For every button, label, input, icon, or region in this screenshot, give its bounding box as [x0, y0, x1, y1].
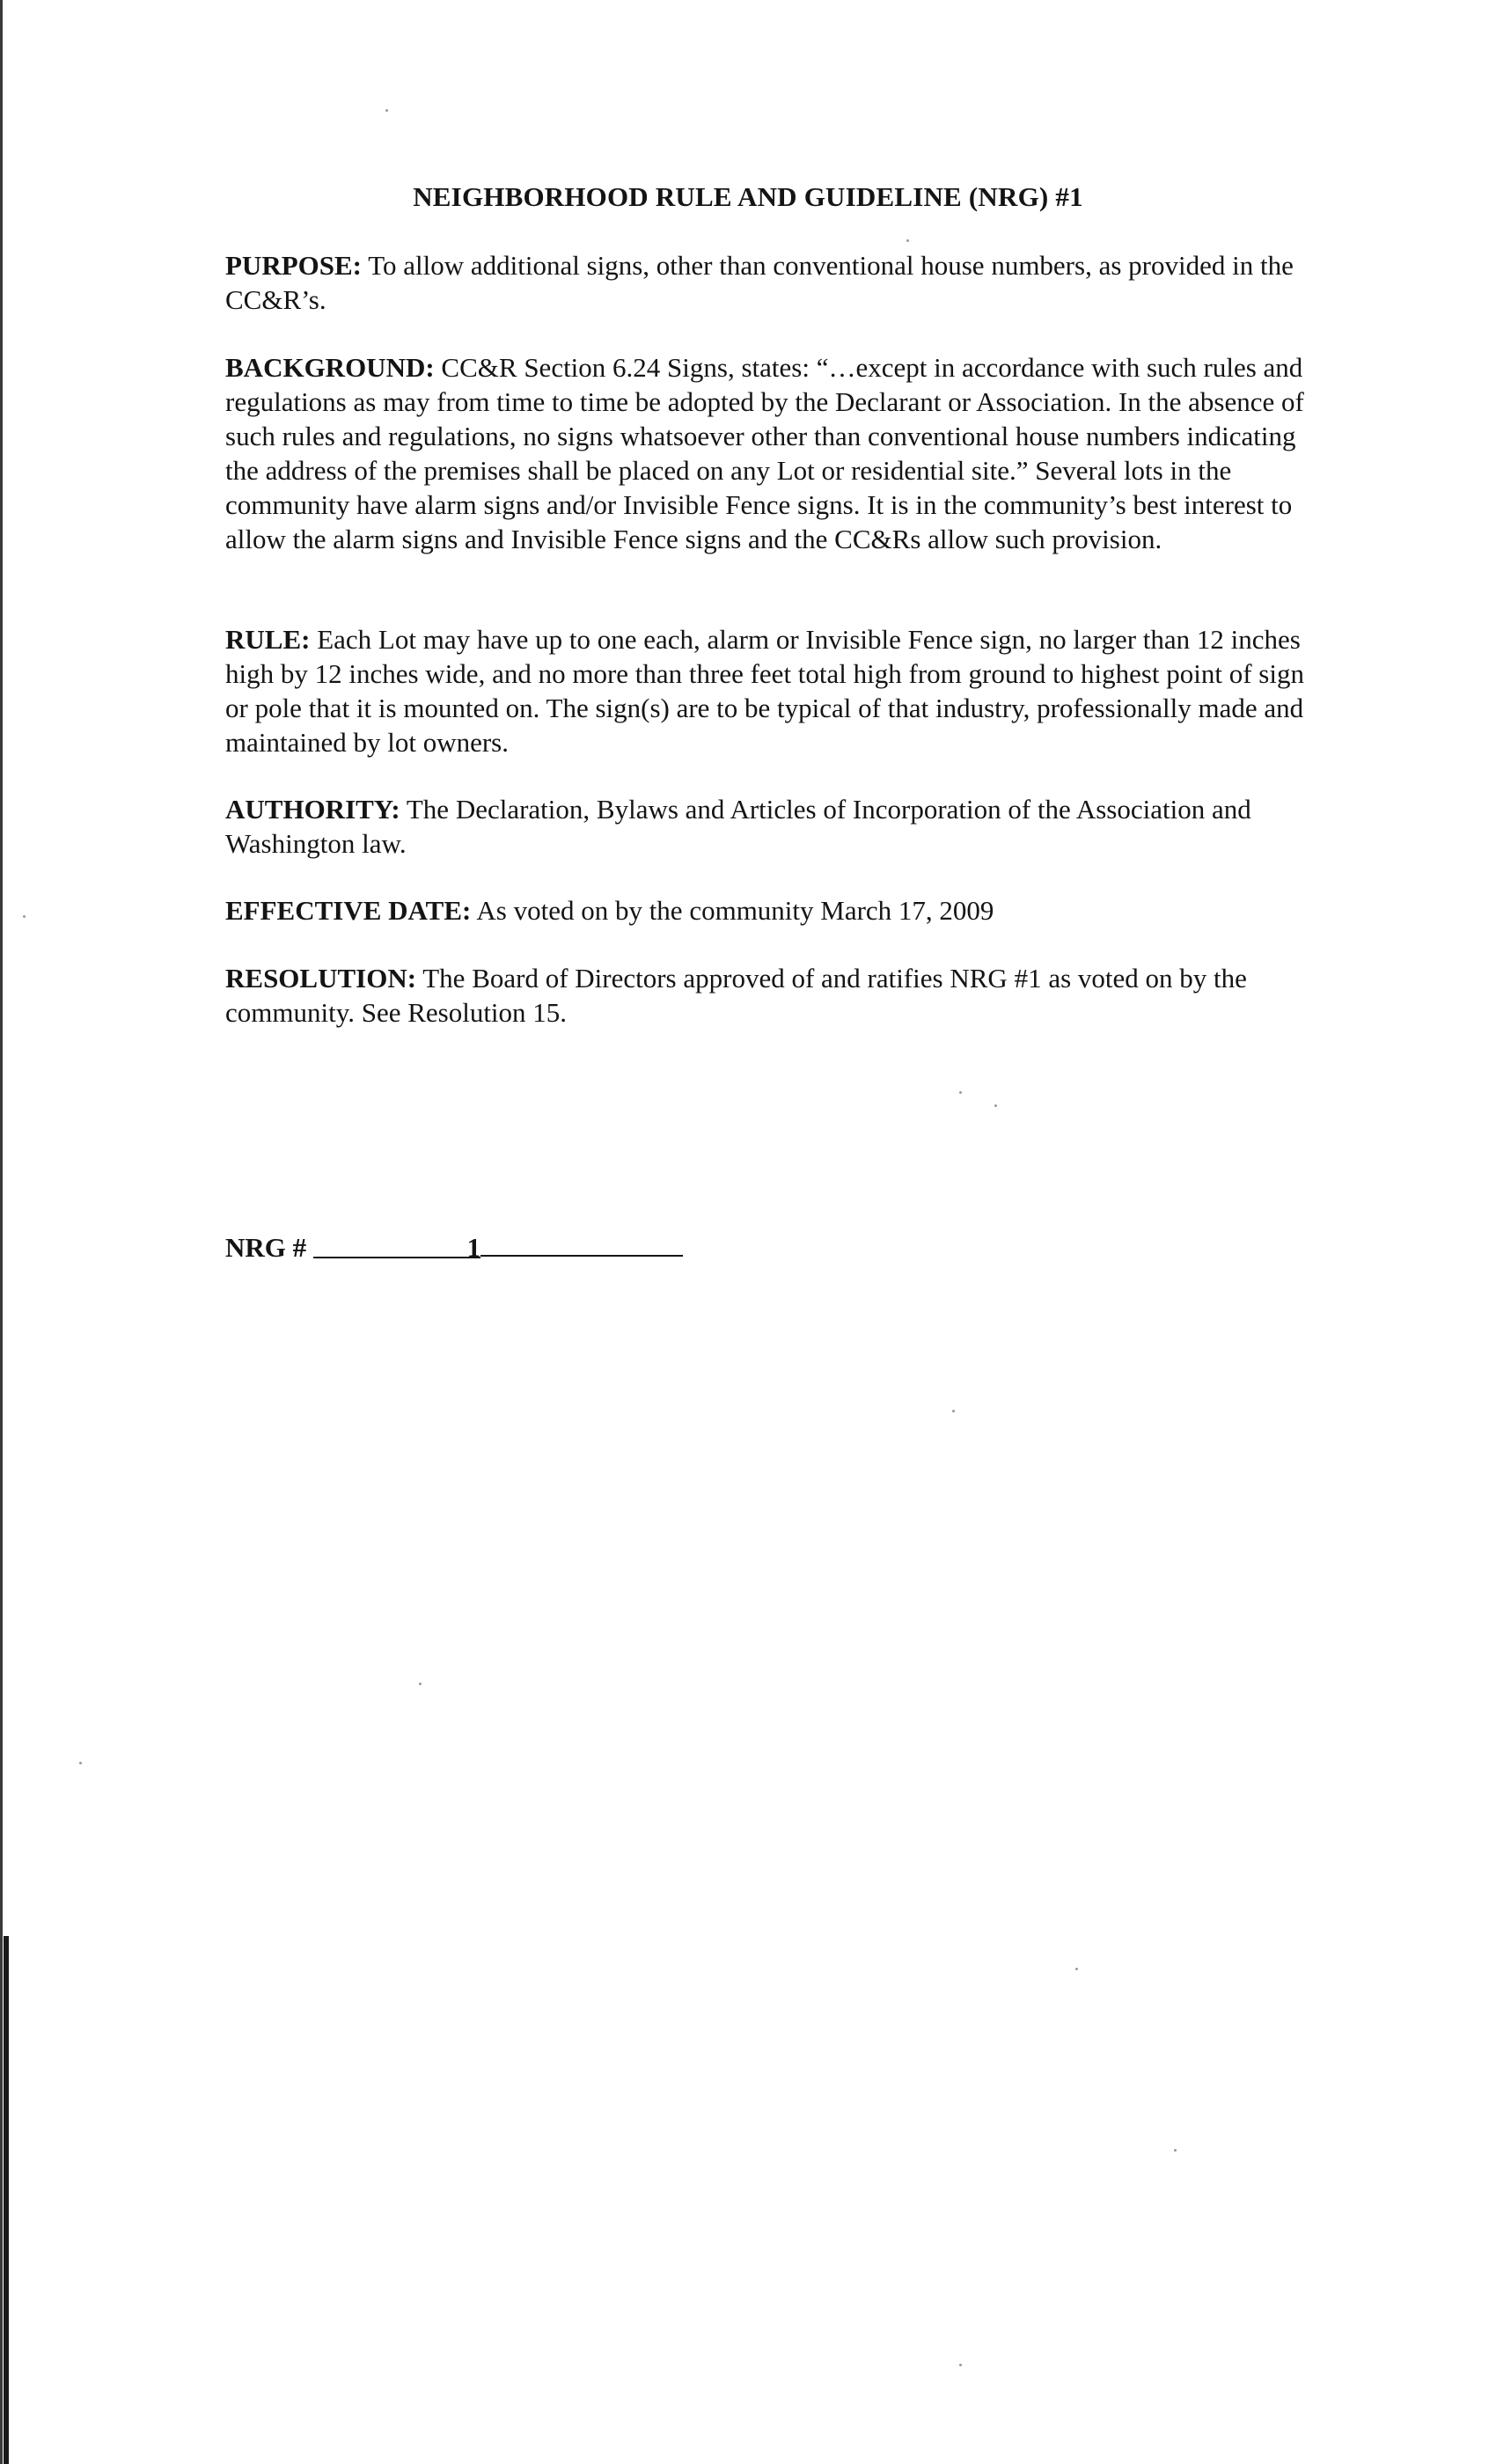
scan-speck	[959, 1091, 962, 1094]
background-label: BACKGROUND:	[225, 352, 435, 383]
scan-speck	[959, 2364, 962, 2366]
effective-date-text: As voted on by the community March 17, 2009	[476, 895, 994, 926]
resolution-text: The Board of Directors approved of and ratifies NRG #1 as voted on by the community. See Resolution 15.	[225, 963, 1247, 1028]
rule-section	[225, 622, 1308, 759]
scan-edge-shadow	[0, 0, 3, 2464]
rule-text: Each Lot may have up to one each, alarm or Invisible Fence sign, no larger than 12 inches high by 12 inches wide, and no more than three feet total high from ground to highest point of sign or pole that it is mounted on. The sign(s) are to be typical of that industry, professionally made and maintained by lot owners.	[225, 624, 1304, 758]
resolution-label: RESOLUTION:	[225, 963, 417, 994]
nrg-number-label: NRG #	[225, 1232, 307, 1263]
authority-label: AUTHORITY:	[225, 794, 400, 825]
document-title: NEIGHBORHOOD RULE AND GUIDELINE (NRG) #1	[413, 181, 1083, 212]
effective-date-label: EFFECTIVE DATE:	[225, 895, 472, 926]
rule-label: RULE:	[225, 624, 311, 655]
nrg-number-value: 1	[466, 1232, 481, 1263]
purpose-text: To allow additional signs, other than conventional house numbers, as provided in the CC&R’s.	[225, 250, 1294, 315]
scan-speck	[79, 1762, 82, 1764]
background-section	[225, 350, 1308, 556]
scan-speck	[23, 915, 26, 918]
authority-section	[225, 792, 1308, 861]
scan-speck	[952, 1410, 955, 1412]
scan-speck	[1075, 1968, 1078, 1970]
background-text: CC&R Section 6.24 Signs, states: “…except in accordance with such rules and regulations as may from time to time be adopted by the Declarant or Association. In the absence of such rules and regulations, no signs whatsoever other than conventional house numbers indicating the address of the premises shall be placed on any Lot or residential site.” Several lots in the community have alarm signs and/or Invisible Fence signs. It is in the community’s best interest to allow the alarm signs and Invisible Fence signs and the CC&Rs allow such provision.	[225, 352, 1304, 554]
resolution-section	[225, 961, 1308, 1030]
nrg-number-blank-right	[480, 1228, 683, 1257]
scan-edge-mark	[4, 1936, 9, 2464]
scan-speck	[419, 1683, 422, 1685]
nrg-number-field	[225, 1228, 683, 1265]
scan-speck	[994, 1104, 997, 1107]
scan-speck	[906, 239, 909, 242]
effective-date-section	[225, 893, 1308, 928]
scan-speck	[1174, 2149, 1177, 2152]
purpose-label: PURPOSE:	[225, 250, 362, 281]
scan-speck	[385, 109, 388, 112]
authority-text: The Declaration, Bylaws and Articles of Incorporation of the Association and Washington law.	[225, 794, 1251, 859]
purpose-section	[225, 248, 1308, 317]
nrg-number-blank-left	[313, 1230, 481, 1263]
